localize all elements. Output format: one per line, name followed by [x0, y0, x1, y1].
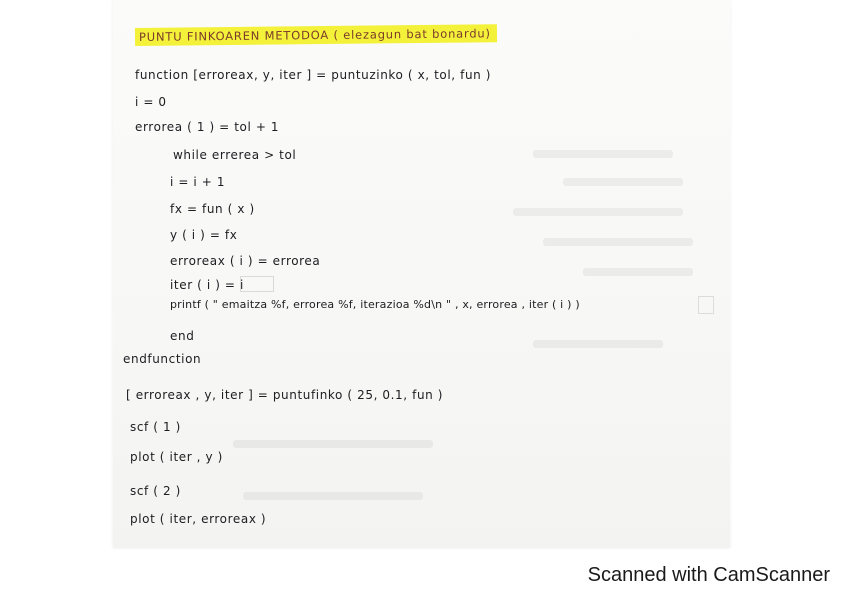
document-title-highlight: PUNTU FINKOAREN METODOA ( elezagun bat bonardu) — [135, 24, 497, 46]
bleed-through-mark — [513, 208, 683, 216]
bleed-through-mark — [533, 150, 673, 158]
bleed-through-mark — [563, 178, 683, 186]
code-line-scf2: scf ( 2 ) — [130, 484, 181, 498]
code-line-init-errorea: errorea ( 1 ) = tol + 1 — [135, 120, 280, 134]
code-line-function: function [erroreax, y, iter ] = puntuzinko ( x, tol, fun ) — [135, 68, 492, 82]
code-line-increment: i = i + 1 — [170, 175, 226, 189]
code-line-endfunction: endfunction — [123, 352, 202, 366]
code-line-y: y ( i ) = fx — [170, 228, 238, 242]
paper-sheet — [113, 0, 730, 548]
code-line-plot1: plot ( iter , y ) — [130, 450, 223, 464]
code-line-end: end — [170, 329, 195, 343]
bleed-through-mark — [243, 492, 423, 500]
code-line-init-i: i = 0 — [135, 95, 167, 109]
camscanner-watermark: Scanned with CamScanner — [587, 564, 830, 586]
bleed-through-mark — [583, 268, 693, 276]
scan-artifact-box — [240, 276, 274, 292]
code-line-plot2: plot ( iter, erroreax ) — [130, 512, 267, 526]
code-line-printf: printf ( " emaitza %f, errorea %f, iterazioa %d\n " , x, errorea , iter ( i ) ) — [170, 298, 580, 311]
code-line-erroreax: erroreax ( i ) = errorea — [170, 254, 321, 268]
bleed-through-mark — [233, 440, 433, 448]
code-line-scf1: scf ( 1 ) — [130, 420, 181, 434]
bleed-through-mark — [533, 340, 663, 348]
scan-artifact-box — [698, 296, 714, 314]
code-line-while: while errerea > tol — [173, 148, 297, 162]
code-line-iter: iter ( i ) = i — [170, 278, 244, 292]
bleed-through-mark — [543, 238, 693, 246]
code-line-fx: fx = fun ( x ) — [170, 202, 255, 216]
code-line-call: [ erroreax , y, iter ] = puntufinko ( 25, 0.1, fun ) — [126, 388, 444, 402]
